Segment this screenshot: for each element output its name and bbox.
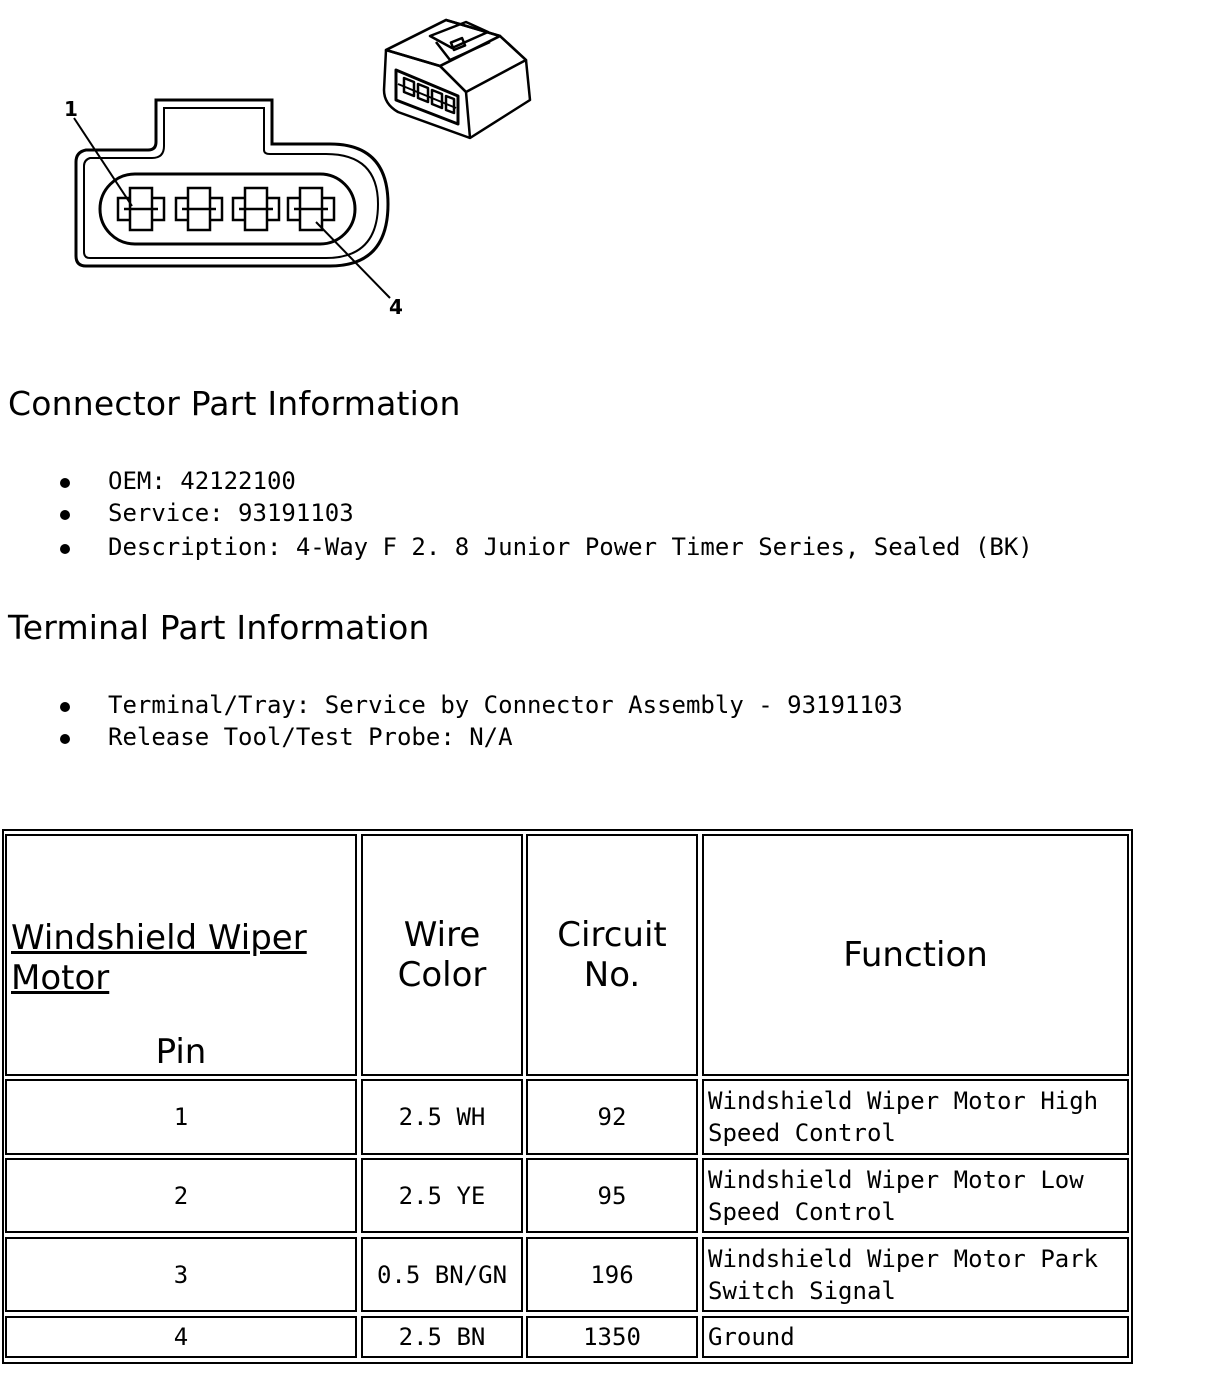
header-pin-name: Windshield Wiper Motor [11,918,307,998]
header-pin [5,834,357,1076]
table-row-4-function: Ground [702,1316,1129,1358]
header-function-label: Function [843,935,988,975]
terminal-info-release-tool: Release Tool/Test Probe: N/A [0,721,903,753]
terminal-info-list [0,689,903,753]
pin-cavity-2 [176,188,222,230]
connector-info-heading: Connector Part Information [8,384,461,423]
connector-info-list [0,465,1033,563]
table-row-3-circuit: 196 [526,1237,698,1312]
terminal-info-tray: Terminal/Tray: Service by Connector Assembly - 93191103 [0,689,903,721]
table-row-2-pin: 2 [5,1158,357,1233]
table-row-4-pin: 4 [5,1316,357,1358]
table-row-1-circuit: 92 [526,1079,698,1155]
header-wire-color [361,834,523,1076]
table-row-2-wire-color: 2.5 YE [361,1158,523,1233]
header-circuit-label: Circuit No. [557,915,667,995]
connector-outline-inner [84,108,378,258]
table-row-2-circuit: 95 [526,1158,698,1233]
pin-cavity-3 [233,188,279,230]
connector-isometric-image [384,20,530,138]
connector-info-oem: OEM: 42122100 [0,465,1033,497]
table-row-3-function: Windshield Wiper Motor Park Switch Signal [702,1237,1129,1312]
header-function [702,834,1129,1076]
table-row-3-pin: 3 [5,1237,357,1312]
callout-line-4 [316,222,390,298]
table-row-2-function: Windshield Wiper Motor Low Speed Control [702,1158,1129,1233]
connector-info-description: Description: 4-Way F 2. 8 Junior Power Timer Series, Sealed (BK) [0,531,1033,563]
table-row-1-pin: 1 [5,1079,357,1155]
header-pin-label: Pin [155,1032,207,1072]
callout-label-4: 4 [389,295,403,319]
terminal-info-heading: Terminal Part Information [8,608,430,647]
callout-label-1: 1 [64,97,78,121]
connector-face-diagram [0,0,560,340]
table-row-1-wire-color: 2.5 WH [361,1079,523,1155]
pin-cavity-4 [288,188,334,230]
table-row-3-wire-color: 0.5 BN/GN [361,1237,523,1312]
table-row-4-wire-color: 2.5 BN [361,1316,523,1358]
table-row-4-circuit: 1350 [526,1316,698,1358]
header-circuit [526,834,698,1076]
header-wire-color-label: Wire Color [397,915,487,995]
connector-info-service: Service: 93191103 [0,497,1033,529]
table-row-1-function: Windshield Wiper Motor High Speed Control [702,1079,1129,1155]
